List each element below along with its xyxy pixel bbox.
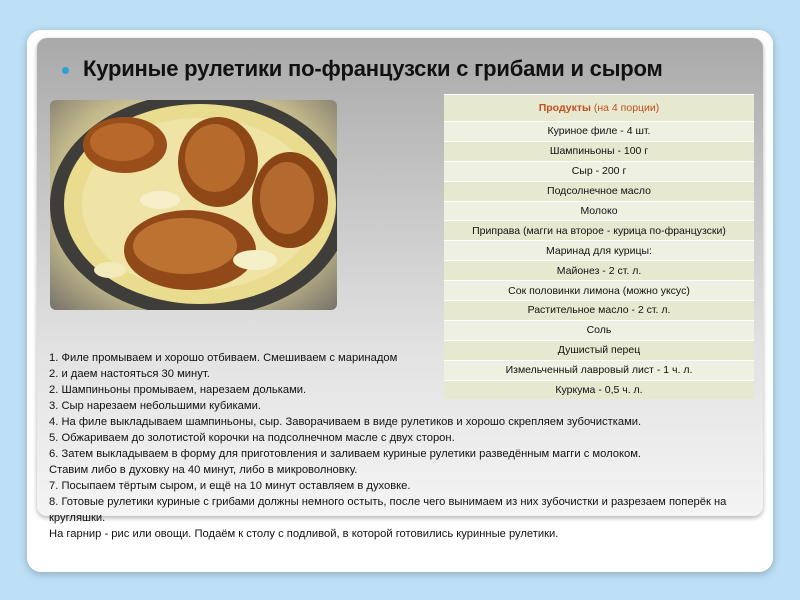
product-cell: Маринад для курицы: <box>444 241 754 261</box>
products-table-header <box>444 95 754 122</box>
recipe-serving-note: На гарнир - рис или овощи. Подаём к столу с подливой, в которой готовились куринные рулетики. <box>49 528 559 540</box>
product-row <box>444 122 754 142</box>
product-cell: Шампиньоны - 100 г <box>444 141 754 161</box>
product-cell: Растительное масло - 2 ст. л. <box>444 301 754 321</box>
slide-title-row <box>62 56 663 82</box>
product-row <box>444 141 754 161</box>
product-cell: Куриное филе - 4 шт. <box>444 122 754 142</box>
product-row <box>444 301 754 321</box>
product-row <box>444 320 754 340</box>
product-cell: Куркума - 0,5 ч. л. <box>444 380 754 399</box>
recipe-step: 7. Посыпаем тёртым сыром, и ещё на 10 минут оставляем в духовке. <box>49 480 411 492</box>
product-row <box>444 261 754 281</box>
recipe-step: 8. Готовые рулетики куриные с грибами должны немного остыть, после чего вынимаем из них зубочистки и разрезаем поперёк на кругляшки. <box>49 496 727 524</box>
product-cell: Сок половинки лимона (можно уксус) <box>444 281 754 301</box>
product-cell: Молоко <box>444 201 754 221</box>
bullet-dot-icon <box>62 67 69 74</box>
product-cell: Подсолнечное масло <box>444 181 754 201</box>
recipe-step: Ставим либо в духовку на 40 минут, либо в микроволновку. <box>49 464 358 476</box>
recipe-step: 4. На филе выкладываем шампиньоны, сыр. Заворачиваем в виде рулетиков и хорошо скрепляем зубочистками. <box>49 416 642 428</box>
dish-photo <box>50 100 337 310</box>
product-row <box>444 281 754 301</box>
product-cell: Измельченный лавровый лист - 1 ч. л. <box>444 360 754 380</box>
recipe-step: 1. Филе промываем и хорошо отбиваем. Смешиваем с маринадом <box>49 352 398 364</box>
recipe-step: 3. Сыр нарезаем небольшими кубиками. <box>49 400 261 412</box>
product-row <box>444 181 754 201</box>
product-cell: Майонез - 2 ст. л. <box>444 261 754 281</box>
recipe-step: 2. и даем настояться 30 минут. <box>49 368 210 380</box>
product-row <box>444 161 754 181</box>
recipe-step: 2. Шампиньоны промываем, нарезаем дольками. <box>49 384 307 396</box>
product-row <box>444 221 754 241</box>
recipe-steps <box>49 350 769 542</box>
recipe-step: 6. Затем выкладываем в форму для приготовления и заливаем куриные рулетики разведённым магги с молоком. <box>49 448 642 460</box>
product-cell: Приправа (магги на второе - курица по-французски) <box>444 221 754 241</box>
product-cell: Соль <box>444 320 754 340</box>
products-header-label: Продукты <box>538 102 591 114</box>
dish-photo-illustration <box>50 100 337 310</box>
products-header-portions: (на 4 порции) <box>593 102 660 114</box>
slide-title: Куриные рулетики по-французски с грибами и сыром <box>83 56 663 81</box>
product-row <box>444 241 754 261</box>
product-cell: Душистый перец <box>444 340 754 360</box>
product-cell: Сыр - 200 г <box>444 161 754 181</box>
product-row <box>444 201 754 221</box>
recipe-step: 5. Обжариваем до золотистой корочки на подсолнечном масле с двух сторон. <box>49 432 455 444</box>
